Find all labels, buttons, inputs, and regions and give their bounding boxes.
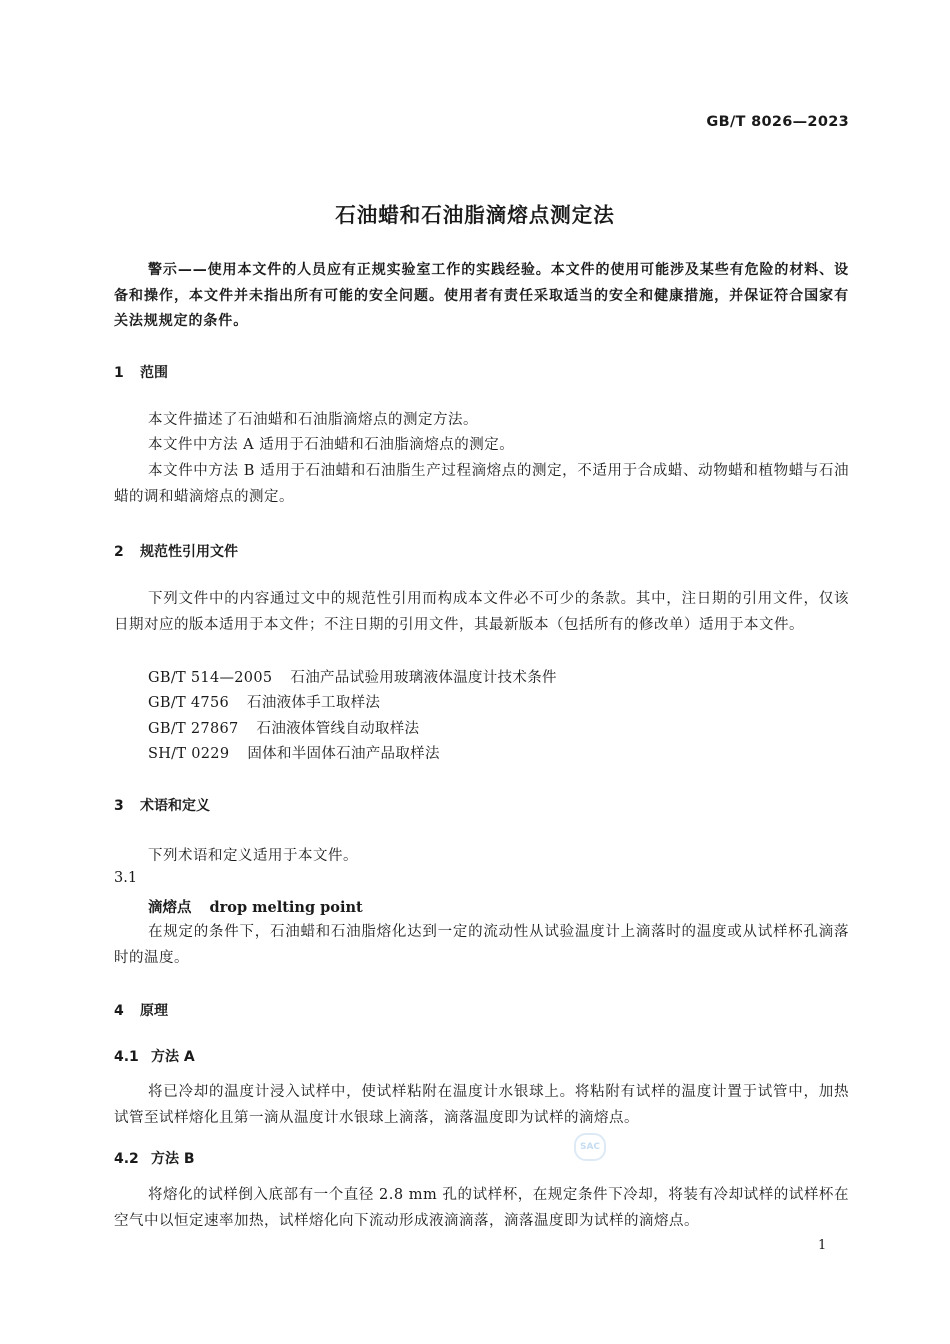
reference-title: 固体和半固体石油产品取样法 xyxy=(247,746,440,762)
section-number: 4.2 xyxy=(114,1151,139,1167)
reference-item xyxy=(148,717,419,738)
section-1-para-3: 本文件中方法 B 适用于石油蜡和石油脂生产过程滴熔点的测定，不适用于合成蜡、动物蜡和植物蜡与石油蜡的调和蜡滴熔点的测定。 xyxy=(114,463,849,505)
document-title: 石油蜡和石油脂滴熔点测定法 xyxy=(335,203,615,227)
section-title: 方法 A xyxy=(151,1049,195,1065)
term-chinese: 滴熔点 xyxy=(148,900,192,916)
reference-item xyxy=(148,691,380,712)
warning-paragraph: 警示——使用本文件的人员应有正规实验室工作的实践经验。本文件的使用可能涉及某些有危险的材料、设备和操作，本文件并未指出所有可能的安全问题。使用者有责任采取适当的安全和健康措施，并保证符合国家有关法规规定的条件。 xyxy=(114,262,849,329)
section-1-para-1: 本文件描述了石油蜡和石油脂滴熔点的测定方法。 xyxy=(148,412,478,428)
section-number: 4 xyxy=(114,1003,124,1019)
term-title xyxy=(148,896,363,917)
section-title: 术语和定义 xyxy=(140,798,210,814)
reference-item xyxy=(148,666,557,687)
section-title: 方法 B xyxy=(151,1151,195,1167)
term-english: drop melting point xyxy=(209,899,363,916)
reference-title: 石油液体手工取样法 xyxy=(247,695,381,711)
reference-title: 石油液体管线自动取样法 xyxy=(256,721,420,737)
section-1-heading xyxy=(114,362,168,382)
section-4-2-heading xyxy=(114,1148,195,1168)
section-2-heading xyxy=(114,541,238,561)
section-title: 原理 xyxy=(140,1003,168,1019)
section-2-para-1: 下列文件中的内容通过文中的规范性引用而构成本文件必不可少的条款。其中，注日期的引用文件，仅该日期对应的版本适用于本文件；不注日期的引用文件，其最新版本（包括所有的修改单）适用于本文件。 xyxy=(114,591,849,633)
section-3-heading xyxy=(114,795,210,815)
reference-code: GB/T 4756 xyxy=(148,695,230,711)
section-4-2-para: 将熔化的试样倒入底部有一个直径 2.8 mm 孔的试样杯，在规定条件下冷却，将装有冷却试样的试样杯在空气中以恒定速率加热，试样熔化向下流动形成液滴滴落，滴落温度即为试样的滴熔点。 xyxy=(114,1187,849,1229)
section-title: 规范性引用文件 xyxy=(140,544,238,560)
section-4-heading xyxy=(114,1000,168,1020)
section-number: 3 xyxy=(114,798,124,814)
term-definition: 在规定的条件下，石油蜡和石油脂熔化达到一定的流动性从试验温度计上滴落时的温度或从试样杯孔滴落时的温度。 xyxy=(114,924,849,966)
reference-code: GB/T 514—2005 xyxy=(148,670,273,686)
standard-number: GB/T 8026—2023 xyxy=(706,114,849,130)
section-title: 范围 xyxy=(140,365,168,381)
reference-item xyxy=(148,742,440,763)
section-3-para-1: 下列术语和定义适用于本文件。 xyxy=(148,848,358,864)
reference-code: GB/T 27867 xyxy=(148,721,239,737)
section-4-1-para: 将已冷却的温度计浸入试样中，使试样粘附在温度计水银球上。将粘附有试样的温度计置于试管中，加热试管至试样熔化且第一滴从温度计水银球上滴落，滴落温度即为试样的滴熔点。 xyxy=(114,1084,849,1126)
section-number: 2 xyxy=(114,544,124,560)
section-number: 1 xyxy=(114,365,124,381)
page-number: 1 xyxy=(818,1238,827,1253)
section-4-1-heading xyxy=(114,1046,195,1066)
watermark-logo: SAC xyxy=(574,1133,606,1161)
section-number: 4.1 xyxy=(114,1049,139,1065)
reference-title: 石油产品试验用玻璃液体温度计技术条件 xyxy=(290,670,557,686)
reference-code: SH/T 0229 xyxy=(148,746,230,762)
term-number: 3.1 xyxy=(114,870,138,886)
section-1-para-2: 本文件中方法 A 适用于石油蜡和石油脂滴熔点的测定。 xyxy=(148,437,515,453)
